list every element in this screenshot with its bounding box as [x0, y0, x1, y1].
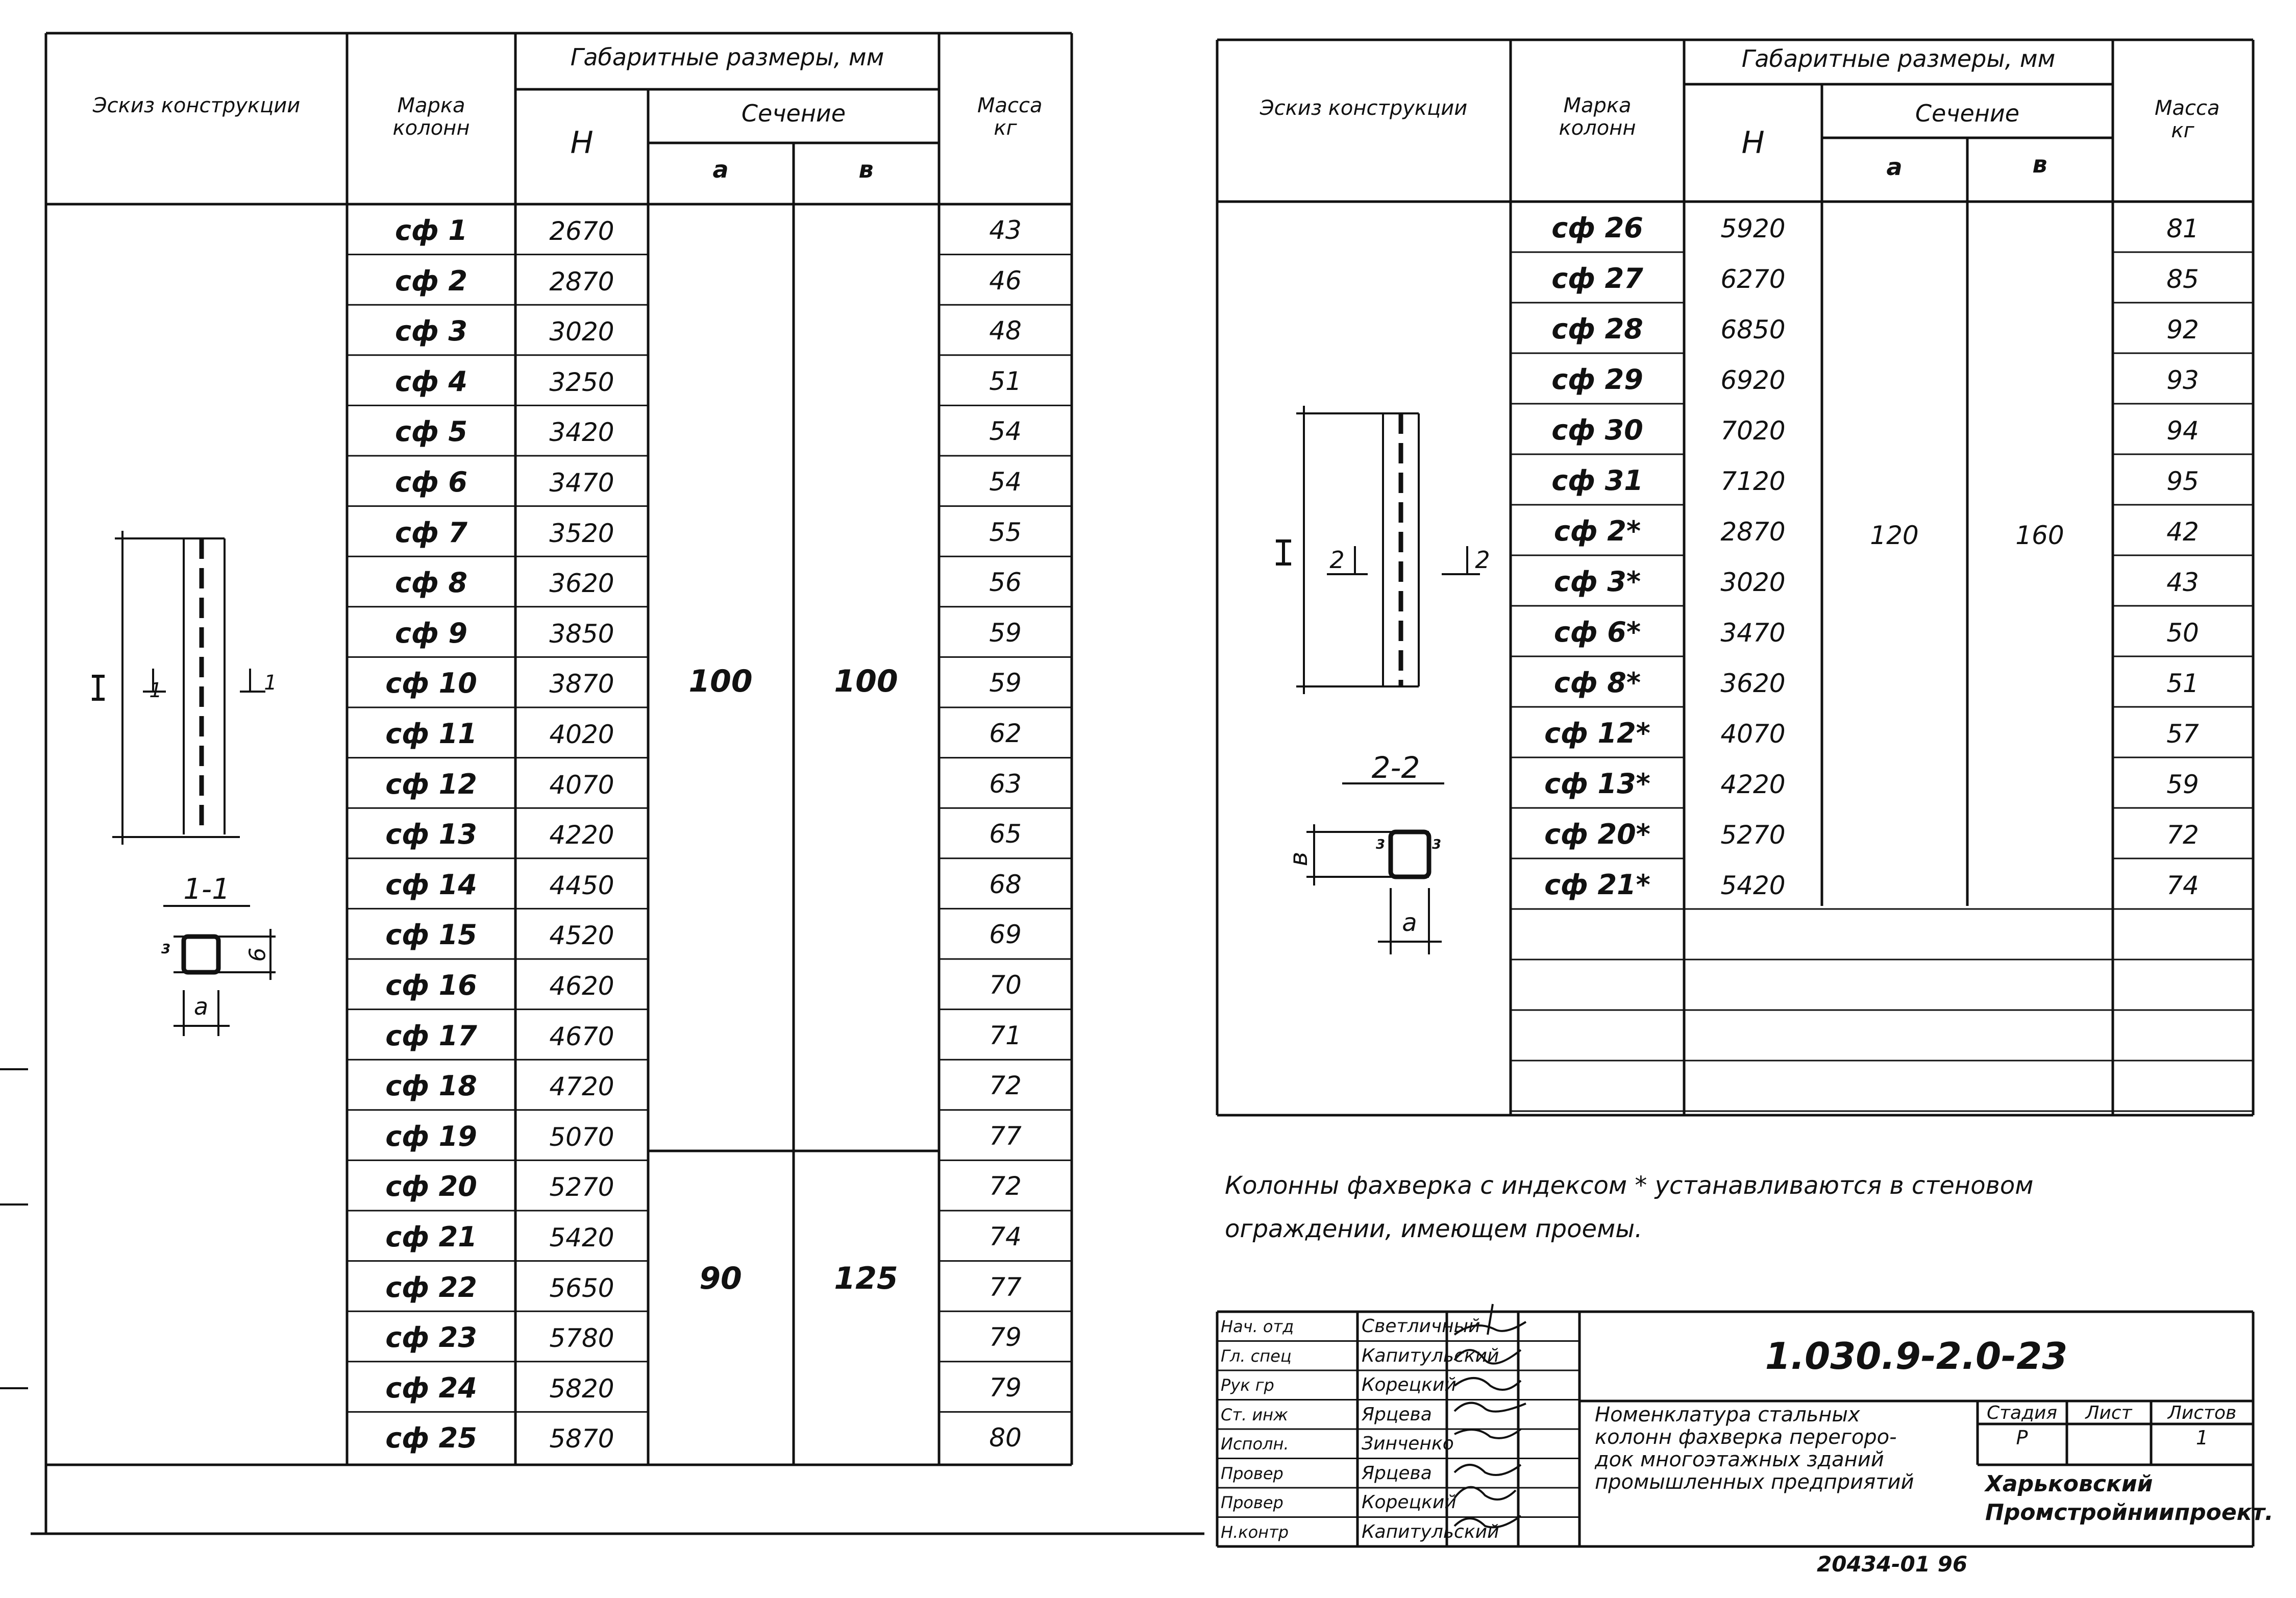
stamp-role: Н.контр — [1221, 1522, 1289, 1542]
sheet-label: Лист — [2085, 1403, 2132, 1423]
column-mass: 57 — [2166, 719, 2199, 749]
column-mass: 51 — [989, 366, 1022, 396]
left-section-a: а — [193, 993, 209, 1020]
column-height: 5870 — [549, 1424, 614, 1454]
right-section-b: в — [1285, 851, 1313, 867]
note-line-2: ограждении, имеющем проемы. — [1225, 1215, 1643, 1243]
left-header-h: Н — [570, 125, 594, 161]
column-mass: 59 — [989, 618, 1022, 648]
stamp-role: Провер — [1221, 1493, 1283, 1512]
column-mass: 71 — [989, 1020, 1022, 1050]
column-mass: 55 — [989, 517, 1022, 547]
column-mass: 43 — [989, 215, 1022, 245]
column-mark: сф 26 — [1551, 212, 1643, 244]
column-mark: сф 1 — [395, 214, 467, 247]
column-height: 4670 — [549, 1021, 614, 1051]
column-mass: 62 — [989, 719, 1022, 748]
column-mass: 80 — [989, 1423, 1022, 1453]
column-mass: 93 — [2166, 365, 2199, 395]
org-line: Промстройниипроект. — [1985, 1499, 2274, 1526]
column-height: 3520 — [549, 518, 614, 548]
column-mass: 70 — [989, 970, 1022, 1000]
stamp-name: Корецкий — [1362, 1374, 1456, 1395]
column-mass: 51 — [2166, 669, 2199, 698]
column-mark: сф 21* — [1544, 869, 1650, 901]
stamp-name: Корецкий — [1362, 1492, 1456, 1513]
column-mark: сф 28 — [1551, 313, 1643, 345]
column-mass: 77 — [989, 1272, 1022, 1302]
column-height: 4220 — [1720, 770, 1786, 799]
right-header-a: а — [1886, 153, 1903, 181]
column-height: 4070 — [1720, 719, 1786, 749]
column-mark: сф 8* — [1553, 667, 1641, 699]
right-section-t-left: 3 — [1375, 837, 1386, 852]
right-section-title: 2-2 — [1371, 750, 1420, 785]
column-mark: сф 9 — [395, 617, 467, 649]
column-height: 4450 — [549, 870, 614, 900]
column-mark: сф 6 — [395, 466, 467, 498]
column-height: 4020 — [549, 720, 614, 749]
column-height: 2670 — [549, 216, 614, 246]
column-mass: 94 — [2166, 416, 2199, 446]
column-mark: сф 16 — [385, 969, 477, 1001]
column-mark: сф 2 — [395, 264, 467, 297]
stamp-role: Исполн. — [1221, 1434, 1289, 1454]
right-header-b: в — [2032, 151, 2047, 178]
column-height: 3250 — [549, 367, 614, 397]
column-mark: сф 25 — [385, 1422, 477, 1455]
sheets-value: 1 — [2195, 1427, 2209, 1449]
left-group2-a: 90 — [699, 1261, 742, 1296]
column-mass: 63 — [989, 769, 1022, 799]
note-line-1: Колонны фахверка с индексом * устанавливаются в стеновом — [1225, 1171, 2034, 1200]
column-height: 4220 — [549, 820, 614, 850]
column-mark: сф 23 — [385, 1321, 477, 1354]
column-mark: сф 17 — [385, 1019, 477, 1052]
column-height: 4620 — [549, 971, 614, 1001]
column-mass: 74 — [989, 1222, 1022, 1251]
column-mass: 42 — [2166, 517, 2199, 547]
stamp-role: Провер — [1221, 1463, 1283, 1483]
right-header-mass: Масса кг — [2155, 96, 2220, 142]
column-height: 3020 — [549, 317, 614, 347]
column-mark: сф 8 — [395, 567, 467, 599]
column-mass: 59 — [2166, 770, 2199, 799]
left-group1-a: 100 — [688, 663, 753, 699]
column-mark: сф 31 — [1551, 464, 1643, 497]
column-mass: 72 — [989, 1171, 1022, 1201]
column-mark: сф 29 — [1551, 363, 1643, 396]
stamp-name: Капитульский — [1362, 1521, 1499, 1542]
drawing-code: 1.030.9-2.0-23 — [1765, 1335, 2068, 1378]
stamp-name: Зинченко — [1362, 1433, 1454, 1454]
left-header-a: а — [712, 156, 729, 183]
column-mass: 77 — [989, 1121, 1022, 1151]
column-height: 5820 — [549, 1373, 614, 1404]
stamp-role: Ст. инж — [1221, 1405, 1288, 1424]
column-mark: сф 14 — [385, 868, 477, 901]
column-height: 4070 — [549, 770, 614, 800]
right-group-b: 160 — [2015, 521, 2064, 550]
column-mass: 48 — [989, 316, 1022, 346]
column-mark: сф 12 — [385, 768, 477, 800]
column-mark: сф 13* — [1544, 768, 1650, 800]
stamp-name: Капитульский — [1362, 1345, 1499, 1366]
column-height: 3870 — [549, 669, 614, 699]
column-mark: сф 2* — [1553, 515, 1641, 547]
right-header-section: Сечение — [1915, 100, 2020, 127]
column-mass: 92 — [2166, 315, 2199, 345]
right-group-a: 120 — [1870, 521, 1919, 550]
description-line: Номенклатура стальных — [1595, 1403, 1860, 1427]
column-mark: сф 15 — [385, 919, 477, 951]
column-mark: сф 11 — [385, 718, 477, 750]
left-header-section: Сечение — [741, 100, 846, 127]
column-mass: 79 — [989, 1322, 1022, 1353]
column-height: 4720 — [549, 1072, 614, 1102]
stamp-role: Рук гр — [1221, 1375, 1274, 1395]
column-height: 5270 — [549, 1172, 614, 1202]
right-section-t-right: 3 — [1431, 837, 1442, 852]
stamp-name: Ярцева — [1362, 1404, 1432, 1425]
right-header-sketch: Эскиз конструкции — [1260, 96, 1468, 120]
left-header-mass: Масса кг — [977, 94, 1043, 140]
column-height: 3620 — [1720, 669, 1786, 698]
column-mark: сф 3 — [395, 315, 467, 348]
column-mark: сф 13 — [385, 818, 477, 851]
description-line: колонн фахверка перегоро- — [1595, 1425, 1897, 1449]
stamp-role: Гл. спец — [1221, 1346, 1292, 1366]
column-height: 5920 — [1720, 214, 1786, 243]
org-line: Харьковский — [1985, 1471, 2153, 1497]
column-mass: 68 — [989, 869, 1022, 899]
stamp-role: Нач. отд — [1221, 1317, 1294, 1336]
stamp-name: Светличный — [1362, 1316, 1480, 1337]
column-height: 5070 — [549, 1122, 614, 1152]
description-line: док многоэтажных зданий — [1595, 1448, 1884, 1471]
sheets-label: Листов — [2167, 1403, 2237, 1423]
column-mark: сф 18 — [385, 1070, 477, 1102]
left-group1-b: 100 — [834, 663, 898, 699]
column-mass: 69 — [989, 920, 1022, 950]
column-mark: сф 4 — [395, 365, 467, 398]
column-height: 5420 — [1720, 871, 1786, 900]
column-height: 5270 — [1720, 820, 1786, 850]
column-mass: 72 — [989, 1071, 1022, 1101]
column-height: 3470 — [549, 468, 614, 498]
column-mark: сф 5 — [395, 415, 467, 448]
column-height: 6270 — [1720, 264, 1786, 294]
column-height: 2870 — [549, 266, 614, 297]
column-height: 3620 — [549, 569, 614, 599]
column-height: 7120 — [1720, 466, 1786, 496]
column-mark: сф 24 — [385, 1371, 477, 1404]
column-mark: сф 21 — [385, 1221, 477, 1253]
description-line: промышленных предприятий — [1595, 1470, 1914, 1494]
column-mass: 59 — [989, 668, 1022, 698]
drawing-description — [1595, 1404, 1914, 1493]
column-mark: сф 7 — [395, 516, 467, 549]
right-header-dims: Габаритные размеры, мм — [1741, 45, 2056, 72]
column-mark: сф 30 — [1551, 414, 1643, 446]
left-header-dims: Габаритные размеры, мм — [570, 43, 884, 71]
column-mass: 72 — [2166, 820, 2199, 850]
column-mass: 56 — [989, 568, 1022, 598]
column-mark: сф 22 — [385, 1271, 477, 1304]
left-section-t: 3 — [161, 942, 171, 957]
stage-value: Р — [2016, 1427, 2028, 1449]
left-sketch-cut-left: 1 — [149, 679, 162, 702]
column-mass: 85 — [2166, 264, 2199, 294]
column-mark: сф 20 — [385, 1170, 477, 1203]
column-height: 2870 — [1720, 517, 1786, 547]
column-mass: 46 — [989, 265, 1022, 296]
left-header-sketch: Эскиз конструкции — [92, 94, 301, 117]
right-header-mark: Марка колонн — [1559, 94, 1636, 140]
column-mass: 79 — [989, 1372, 1022, 1403]
organization — [1985, 1470, 2274, 1527]
column-mass: 74 — [2166, 871, 2199, 900]
stage-label: Стадия — [1986, 1403, 2058, 1423]
column-height: 5420 — [549, 1223, 614, 1252]
left-section-title: 1-1 — [183, 873, 230, 906]
left-sketch-cut-right: 1 — [264, 671, 277, 695]
column-height: 5780 — [549, 1323, 614, 1354]
column-mark: сф 10 — [385, 667, 477, 700]
column-mass: 95 — [2166, 466, 2199, 496]
column-height: 4520 — [549, 921, 614, 951]
left-header-mark: Марка колонн — [392, 94, 470, 140]
column-mark: сф 6* — [1553, 616, 1641, 648]
column-height: 3850 — [549, 619, 614, 649]
column-mark: сф 3* — [1553, 566, 1641, 598]
left-group2-b: 125 — [834, 1261, 898, 1296]
right-sketch-cut-left: 2 — [1329, 546, 1345, 574]
column-mass: 54 — [989, 416, 1022, 447]
column-height: 6920 — [1720, 365, 1786, 395]
column-height: 5650 — [549, 1273, 614, 1303]
column-mass: 50 — [2166, 618, 2199, 648]
column-mass: 43 — [2166, 568, 2199, 597]
column-height: 3020 — [1720, 568, 1786, 597]
right-section-a: а — [1402, 908, 1417, 937]
column-height: 6850 — [1720, 315, 1786, 345]
column-mark: сф 27 — [1551, 262, 1643, 294]
column-height: 3420 — [549, 417, 614, 448]
stamp-name: Ярцева — [1362, 1462, 1432, 1484]
left-header-b: в — [858, 156, 874, 183]
left-section-b: 6 — [244, 947, 271, 962]
column-mark: сф 20* — [1544, 818, 1650, 850]
right-sketch-cut-right: 2 — [1475, 546, 1490, 574]
column-height: 3470 — [1720, 618, 1786, 648]
column-mark: сф 19 — [385, 1120, 477, 1152]
archive-number: 20434-01 96 — [1817, 1552, 1968, 1577]
column-height: 7020 — [1720, 416, 1786, 446]
right-header-h: Н — [1741, 125, 1765, 161]
column-mass: 54 — [989, 467, 1022, 497]
column-mass: 65 — [989, 819, 1022, 849]
column-mass: 81 — [2166, 214, 2199, 243]
column-mark: сф 12* — [1544, 717, 1650, 749]
